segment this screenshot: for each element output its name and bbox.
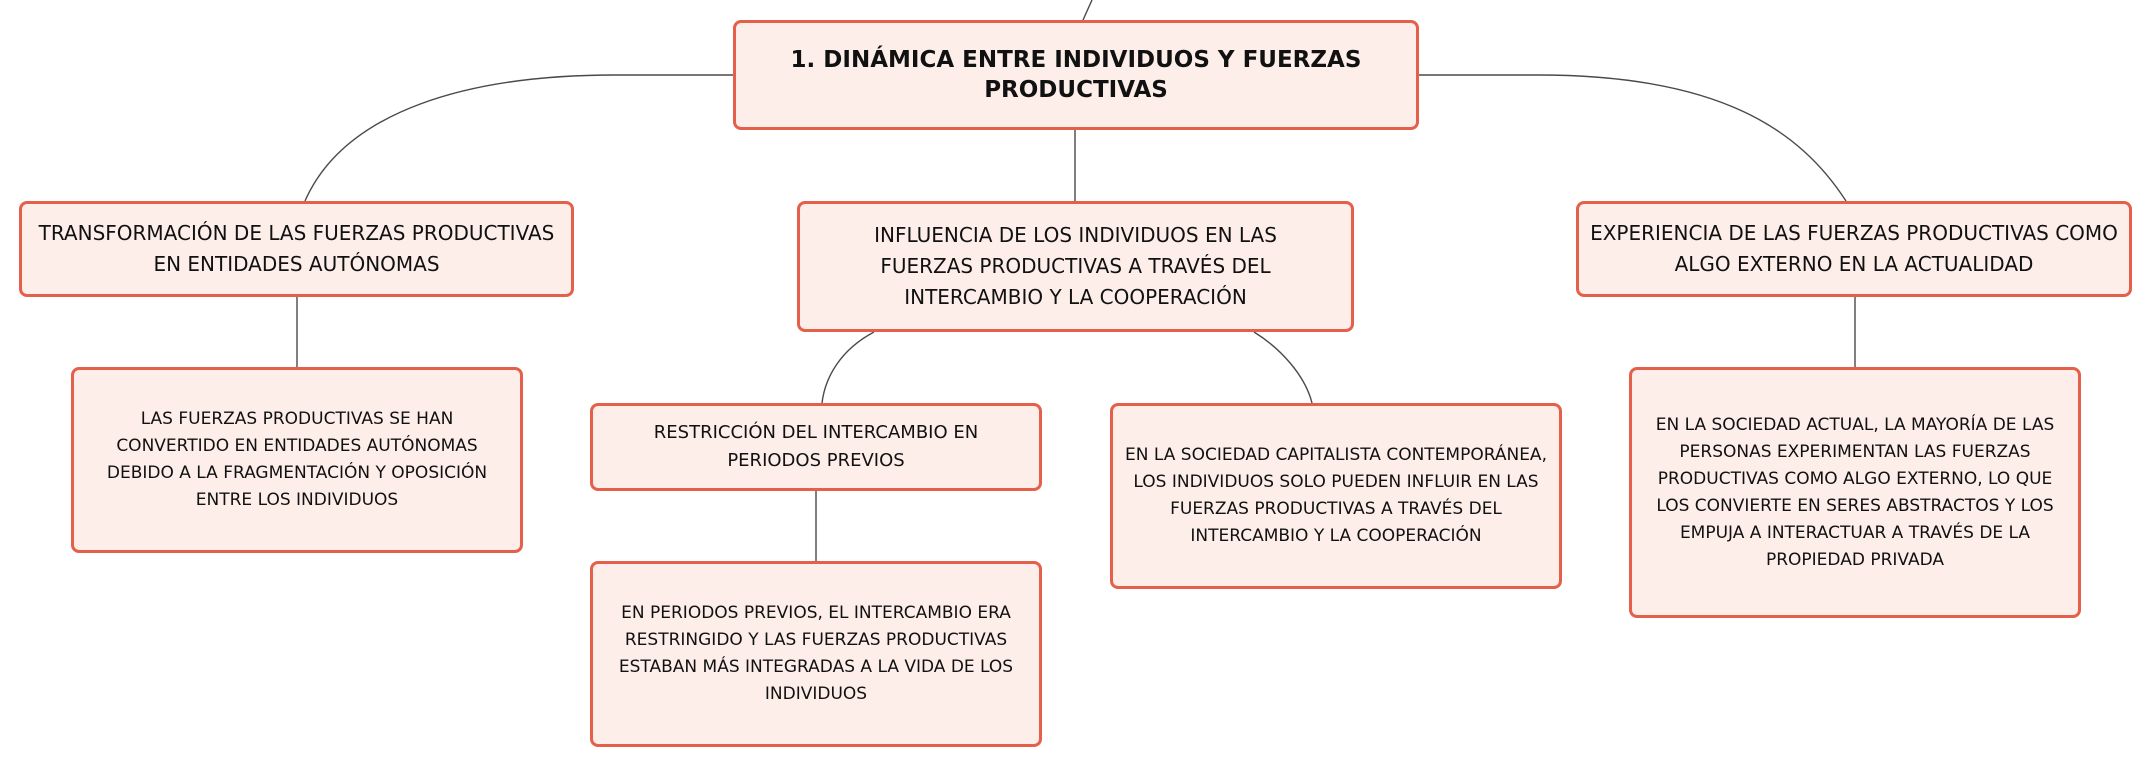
center-sub-left-detail-text: EN PERIODOS PREVIOS, EL INTERCAMBIO ERA RESTRINGIDO Y LAS FUERZAS PRODUCTIVAS ESTABAN MÁS INTEGRADAS A LA VIDA DE LOS INDIVIDUOS [618,603,1014,704]
left-branch-detail-node[interactable] [71,367,523,553]
center-sub-left-label: RESTRICCIÓN DEL INTERCAMBIO EN PERIODOS PREVIOS [653,422,979,471]
center-branch-node[interactable] [797,201,1354,332]
right-branch-detail-node[interactable] [1629,367,2081,618]
left-branch-detail-text: LAS FUERZAS PRODUCTIVAS SE HAN CONVERTIDO EN ENTIDADES AUTÓNOMAS DEBIDO A LA FRAGMENTACIÓN Y OPOSICIÓN ENTRE LOS INDIVIDUOS [106,409,488,510]
connector-root-to-right-branch [1419,75,1846,201]
connector-root-to-left-branch [305,75,733,201]
center-branch-label: INFLUENCIA DE LOS INDIVIDUOS EN LAS FUERZAS PRODUCTIVAS A TRAVÉS DEL INTERCAMBIO Y LA COOPERACIÓN [874,223,1277,309]
center-sub-left-detail-node[interactable] [590,561,1042,747]
root-topic-label: 1. DINÁMICA ENTRE INDIVIDUOS Y FUERZAS PRODUCTIVAS [790,47,1362,103]
connector-center-to-sub-right [1254,332,1312,403]
right-branch-node[interactable] [1576,201,2132,297]
center-sub-right-node[interactable] [1110,403,1562,589]
right-branch-label: EXPERIENCIA DE LAS FUERZAS PRODUCTIVAS COMO ALGO EXTERNO EN LA ACTUALIDAD [1590,221,2118,276]
center-sub-left-node[interactable] [590,403,1042,491]
root-topic-node[interactable] [733,20,1419,130]
center-sub-right-text: EN LA SOCIEDAD CAPITALISTA CONTEMPORÁNEA, LOS INDIVIDUOS SOLO PUEDEN INFLUIR EN LAS FUERZAS PRODUCTIVAS A TRAVÉS DEL INTERCAMBIO Y LA COOPERACIÓN [1125,445,1547,546]
connector-root-to-parent [1083,0,1092,20]
left-branch-label: TRANSFORMACIÓN DE LAS FUERZAS PRODUCTIVAS EN ENTIDADES AUTÓNOMAS [38,221,555,276]
left-branch-node[interactable] [19,201,574,297]
right-branch-detail-text: EN LA SOCIEDAD ACTUAL, LA MAYORÍA DE LAS PERSONAS EXPERIMENTAN LAS FUERZAS PRODUCTIVAS COMO ALGO EXTERNO, LO QUE LOS CONVIERTE EN SERES ABSTRACTOS Y LOS EMPUJA A INTERACTUAR A TRAVÉS DE LA PROPIEDAD PRIVADA [1655,414,2055,570]
connector-center-to-sub-left [822,332,874,403]
